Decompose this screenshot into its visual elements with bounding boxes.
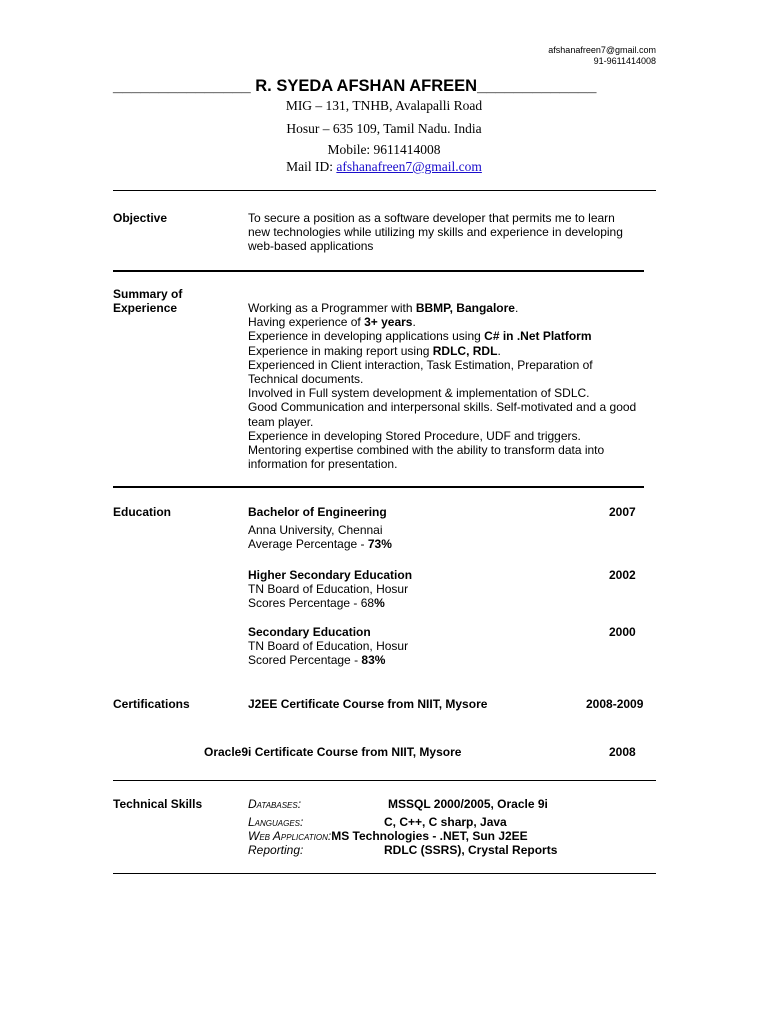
summary-line: information for presentation. [248,457,398,472]
summary-line: Having experience of 3+ years. [248,315,416,330]
skill-row-web-application [248,829,528,843]
education-score: Average Percentage - 73% [248,537,392,552]
education-year: 2007 [609,505,636,519]
summary-line: Experience in developing Stored Procedure, UDF and triggers. [248,428,581,443]
skill-value-databases: MSSQL 2000/2005, Oracle 9i [388,797,548,811]
summary-label-line: Experience [113,301,178,315]
summary-line: Experienced in Client interaction, Task Estimation, Preparation of [248,357,593,372]
objective-line: new technologies while utilizing my skills and experience in developing [248,225,623,240]
summary-text [248,301,636,471]
summary-line: team player. [248,414,314,429]
divider [113,780,656,781]
certification-course: J2EE Certificate Course from NIIT, Mysore [248,697,488,711]
summary-line: Technical documents. [248,372,364,387]
summary-line: Mentoring expertise combined with the ability to transform data into [248,443,605,458]
certifications-label: Certifications [113,697,190,711]
summary-line: Experience in developing applications using C# in .Net Platform [248,329,592,344]
certification-year: 2008 [609,745,636,759]
divider [113,873,656,874]
address-line-1: MIG – 131, TNHB, Avalapalli Road [285,98,483,113]
skill-key-languages: Languages: [248,815,304,829]
summary-line: Involved in Full system development & implementation of SDLC. [248,386,590,401]
objective-label: Objective [113,211,168,225]
skill-key-web-application: Web Application: [248,829,332,843]
mobile-line: Mobile: 9611414008 [327,142,441,157]
education-label: Education [113,505,172,519]
divider [113,486,644,488]
summary-label-line: Summary of [113,287,183,301]
mail-label: Mail ID: [286,159,337,174]
education-degree: Bachelor of Engineering [248,505,387,519]
education-score: Scores Percentage - 68% [248,596,385,611]
skill-key-reporting: Reporting: [248,843,304,857]
objective-line: To secure a position as a software developer that permits me to learn [248,211,615,225]
certification-course: Oracle9i Certificate Course from NIIT, Mysore [204,745,462,759]
education-entry [248,505,392,552]
resume-name: _______________ R. SYEDA AFSHAN AFREEN_____________ [113,77,597,95]
address-line-2: Hosur – 635 109, Tamil Nadu. India [286,121,482,136]
summary-line: Experience in making report using RDLC, RDL. [248,343,501,358]
education-school: Anna University, Chennai [248,523,383,538]
contact-email-small: afshanafreen7@gmail.com [548,45,656,55]
divider [113,270,644,272]
skill-value-languages: C, C++, C sharp, Java [384,815,507,829]
education-entry [248,568,412,611]
objective-text [248,211,623,254]
education-entry [248,625,408,668]
mail-line [0,159,768,175]
education-degree: Higher Secondary Education [248,568,413,582]
education-school: TN Board of Education, Hosur [248,582,409,597]
education-year: 2002 [609,568,636,582]
certification-year: 2008-2009 [586,697,644,711]
mail-link[interactable]: afshanafreen7@gmail.com [336,159,482,174]
education-year: 2000 [609,625,636,639]
summary-label [113,287,182,315]
divider [113,190,656,191]
education-degree: Secondary Education [248,625,371,639]
objective-line: web-based applications [248,239,374,254]
skill-value-reporting: RDLC (SSRS), Crystal Reports [384,843,558,857]
summary-line: Good Communication and interpersonal skills. Self-motivated and a good [248,400,637,415]
contact-phone-small: 91-9611414008 [593,56,656,66]
skill-value-web-application: MS Technologies - .NET, Sun J2EE [331,829,528,843]
skill-key-databases: Databases: [248,797,302,811]
education-school: TN Board of Education, Hosur [248,639,409,654]
education-score: Scored Percentage - 83% [248,653,386,668]
summary-line: Working as a Programmer with BBMP, Bangalore. [248,301,519,315]
technical-skills-label: Technical Skills [113,797,203,811]
